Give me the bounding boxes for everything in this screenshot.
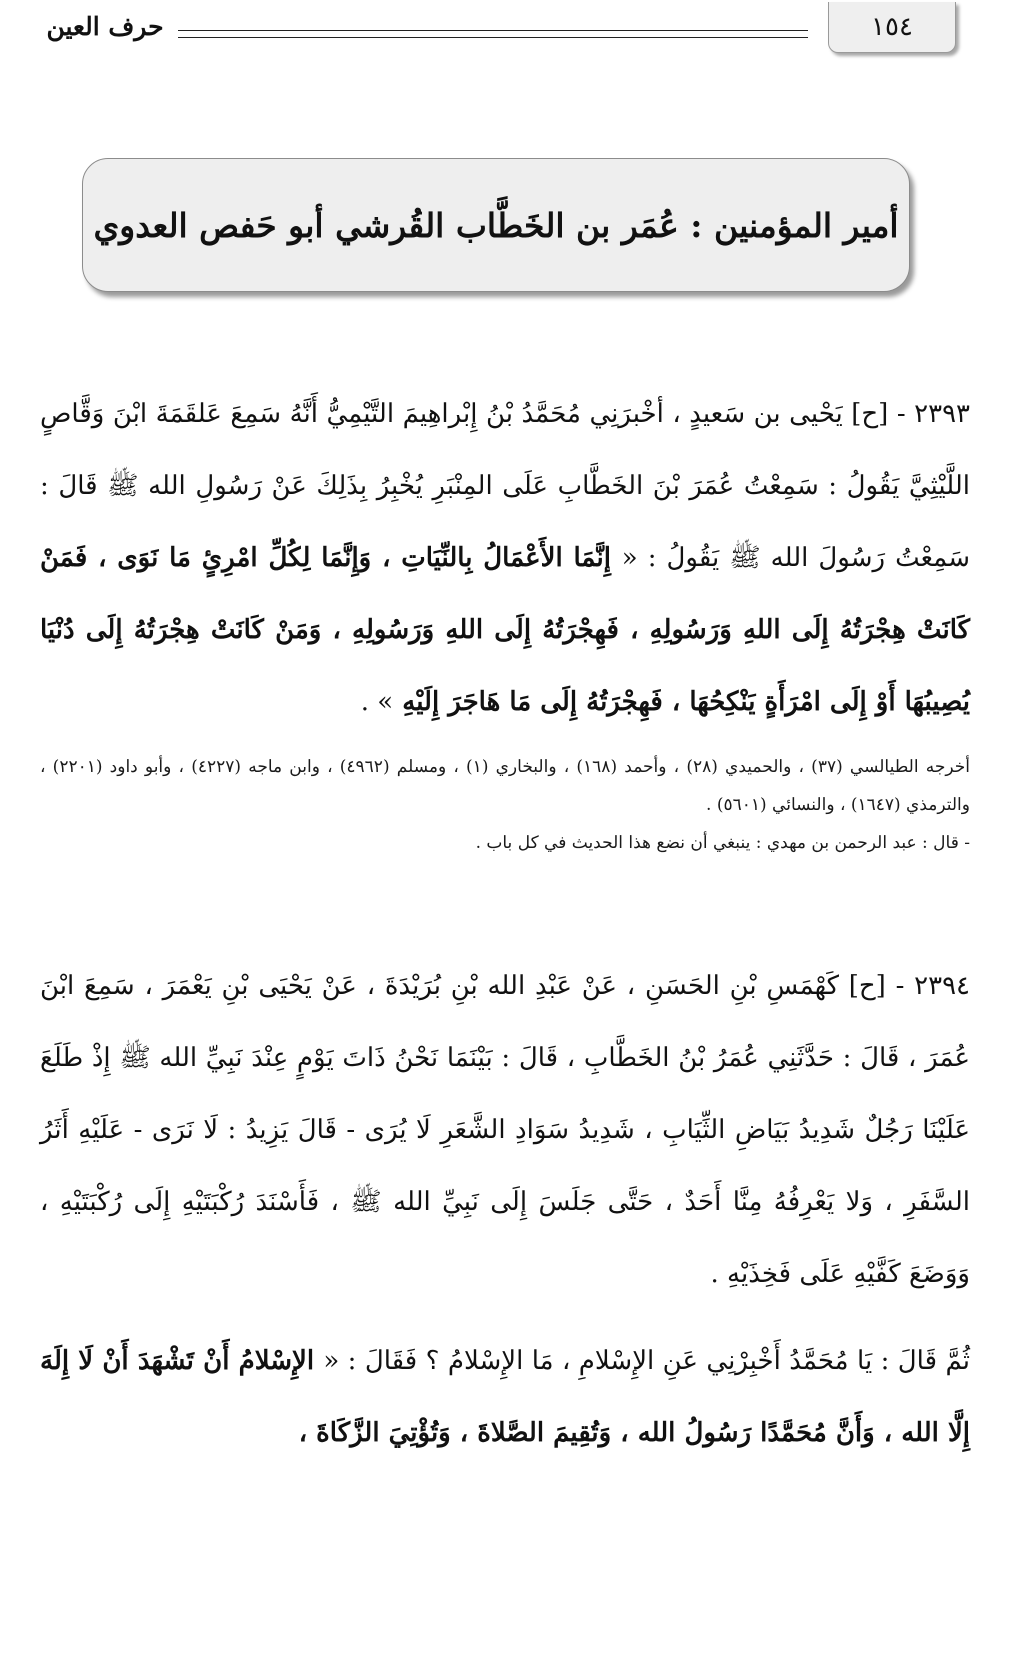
header-double-rule	[178, 30, 808, 38]
section-title: أمير المؤمنين : عُمَر بن الخَطَّاب القُرشي أبو حَفص العدوي	[93, 205, 899, 245]
hadith-isnad: ٢٣٩٣ - [ح] يَحْيى بن سَعيدٍ ، أخْبرَنِي مُحَمَّدُ بْنُ إِبْراهِيمَ التَّيْمِيُّ أَنَّهُ سَمِعَ عَلقَمَةَ ابْنَ وَقَّاصٍ اللَّيْثِيَّ يَقُولُ : سَمِعْتُ عُمَرَ بْنَ الخَطَّابِ عَلَى المِنْبَرِ يُخْبِرُ بِذَلِكَ عَنْ رَسُولِ الله ﷺ قَالَ : سَمِعْتُ رَسُولَ الله ﷺ يَقُولُ : «	[40, 399, 971, 573]
hadith-isnad: ٢٣٩٤ - [ح] كَهْمَسِ بْنِ الحَسَنِ ، عَنْ عَبْدِ الله بْنِ بُرَيْدَةَ ، عَنْ يَحْيَى بْنِ يَعْمَرَ ، سَمِعَ ابْنَ عُمَرَ ، قَالَ : حَدَّثَنِي عُمَرُ بْنُ الخَطَّابِ ، قَالَ : بَيْنَمَا نَحْنُ ذَاتَ يَوْمٍ عِنْدَ نَبِيِّ الله ﷺ إِذْ طَلَعَ عَلَيْنَا رَجُلٌ شَدِيدُ بَيَاضِ الثِّيَابِ ، شَدِيدُ سَوَادِ الشَّعَرِ لَا يُرَى - قَالَ يَزِيدُ : لَا نَرَى - عَلَيْهِ أَثَرُ السَّفَرِ ، وَلا يَعْرِفُهُ مِنَّا أَحَدٌ ، حَتَّى جَلَسَ إِلَى نَبِيِّ الله ﷺ ، فَأَسْنَدَ رُكْبَتَيْهِ إِلَى رُكْبَتَيْهِ ، وَوَضَعَ كَفَّيْهِ عَلَى فَخِذَيْهِ .	[40, 971, 970, 1289]
section-title-box	[82, 158, 910, 292]
hadith-matn: إِنَّمَا الأَعْمَالُ بِالنِّيَاتِ ، وَإِنَّمَا لِكُلِّ امْرِئٍ مَا نَوَى ، فَمَنْ كَانَتْ هِجْرَتُهُ إِلَى اللهِ وَرَسُولِهِ ، فَهِجْرَتُهُ إِلَى اللهِ وَرَسُولِهِ ، وَمَنْ كَانَتْ هِجْرَتُهُ إِلَى دُنْيَا يُصِيبُهَا أَوْ إِلَى امْرَأَةٍ يَنْكِحُهَا ، فَهِجْرَتُهُ إِلَى مَا هَاجَرَ إِلَيْهِ	[40, 543, 970, 717]
continuation-matn: الإِسْلامُ أَنْ تَشْهَدَ أَنْ لَا إِلَهَ إِلَّا الله ، وَأَنَّ مُحَمَّدًا رَسُولُ الله ، وَتُقِيمَ الصَّلاةَ ، وَتُؤْتِيَ الزَّكَاةَ ،	[40, 1346, 970, 1448]
remark-footnote: - قال : عبد الرحمن بن مهدي : ينبغي أن نضع هذا الحديث في كل باب .	[475, 833, 970, 853]
hadith-text	[40, 950, 970, 1310]
hadith-2394-continuation	[40, 1325, 970, 1469]
page-header	[0, 0, 1010, 70]
hadith-text	[40, 378, 970, 738]
running-title: حرف العين	[46, 12, 164, 41]
hadith-close: » .	[360, 687, 394, 717]
continuation-intro: ثُمَّ قَالَ : يَا مُحَمَّدُ أَخْبِرْنِي عَنِ الإِسْلامِ ، مَا الإِسْلامُ ؟ فَقَالَ : «	[323, 1346, 970, 1376]
hadith-text	[40, 1325, 970, 1469]
hadith-2394	[40, 950, 970, 1310]
page-number: ١٥٤	[871, 12, 913, 42]
hadith-2393	[40, 378, 970, 862]
takhrij-footnote: أخرجه الطيالسي (٣٧) ، والحميدي (٢٨) ، وأحمد (١٦٨) ، والبخاري (١) ، ومسلم (٤٩٦٢) ، وابن ماجه (٤٢٢٧) ، وأبو داود (٢٢٠١) ، والترمذي (١٦٤٧) ، والنسائي (٥٦٠١) .	[40, 757, 971, 815]
page-number-tab	[828, 2, 956, 53]
